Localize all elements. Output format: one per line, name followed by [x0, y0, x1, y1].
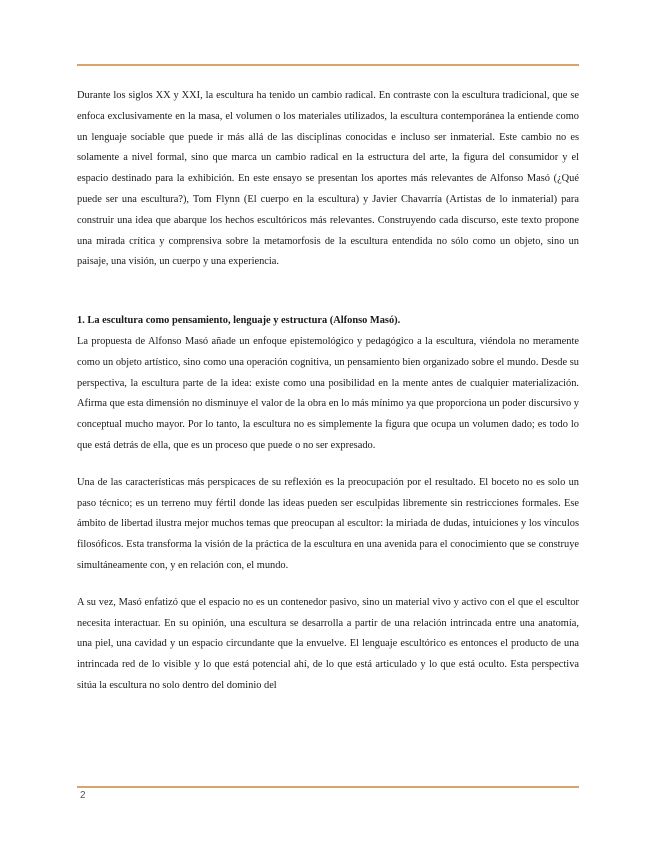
- body-paragraph-3: A su vez, Masó enfatizó que el espacio no es un contenedor pasivo, sino un material vivo y activo con el que el escultor necesita interactuar. En su opinión, una escultura se desarrolla a partir de una relación intrincada entre una anatomía, una piel, una cavidad y un espacio circundante que la envuelve. El lenguaje escultórico es entonces el producto de una intrincada red de lo visible y lo que está potencial ahí, de lo que está articulado y lo que está oculto. Esta perspectiva sitúa la escultura no solo dentro del dominio del: [77, 596, 579, 691]
- section-heading: 1. La escultura como pensamiento, lenguaje y estructura (Alfonso Masó).: [77, 315, 401, 327]
- header-rule: [77, 64, 579, 66]
- document-body: [77, 86, 579, 697]
- intro-paragraph: Durante los siglos XX y XXI, la escultura ha tenido un cambio radical. En contraste con la escultura tradicional, que se enfoca exclusivamente en la masa, el volumen o los materiales utilizados, la escultura contemporánea la entiende como un lenguaje sociable que puede ir más allá de las disciplinas conocidas e incluso ser inmaterial. Este cambio no es solamente a nivel formal, sino que marca un cambio radical en la estructura del arte, la figura del consumidor y el espacio destinado para la exhibición. En este ensayo se presentan los aportes más relevantes de Alfonso Masó (¿Qué puede ser una escultura?), Tom Flynn (El cuerpo en la escultura) y Javier Chavarría (Artistas de lo inmaterial) para construir una idea que abarque los hechos escultóricos más relevantes. Construyendo cada discurso, este texto propone una mirada crítica y comprensiva sobre la metamorfosis de la escultura entendida no sólo como un objeto, sino un paisaje, una visión, un cuerpo y una experiencia.: [77, 90, 579, 268]
- body-paragraph-1: La propuesta de Alfonso Masó añade un enfoque epistemológico y pedagógico a la escultura, viéndola no meramente como un objeto artístico, sino como una operación cognitiva, un pensamiento bien organizado sobre el mundo. Desde su perspectiva, la escultura parte de la idea: existe como una posibilidad en la mente antes de cualquier materialización. Afirma que esta dimensión no disminuye el valor de la obra en lo más mínimo ya que proporciona un poder discursivo y conceptual mucho mayor. Por lo tanto, la escultura no es simplemente la figura que ocupa un volumen dado; es todo lo que está detrás de ella, que es un proceso que puede o no ser expresado.: [77, 335, 579, 451]
- page-number: 2: [80, 790, 86, 801]
- footer-rule: [77, 786, 579, 788]
- body-paragraph-2: Una de las características más perspicaces de su reflexión es la preocupación por el resultado. El boceto no es solo un paso técnico; es un terreno muy fértil donde las ideas pueden ser esculpidas libremente sin restricciones formales. Ese ámbito de libertad ilustra mejor muchos temas que preocupan al escultor: la miriada de dudas, intuiciones y los vínculos filosóficos. Esta transforma la visión de la práctica de la escultura en una avenida para el conocimiento que se construye simultáneamente con, y en relación con, el mundo.: [77, 476, 579, 571]
